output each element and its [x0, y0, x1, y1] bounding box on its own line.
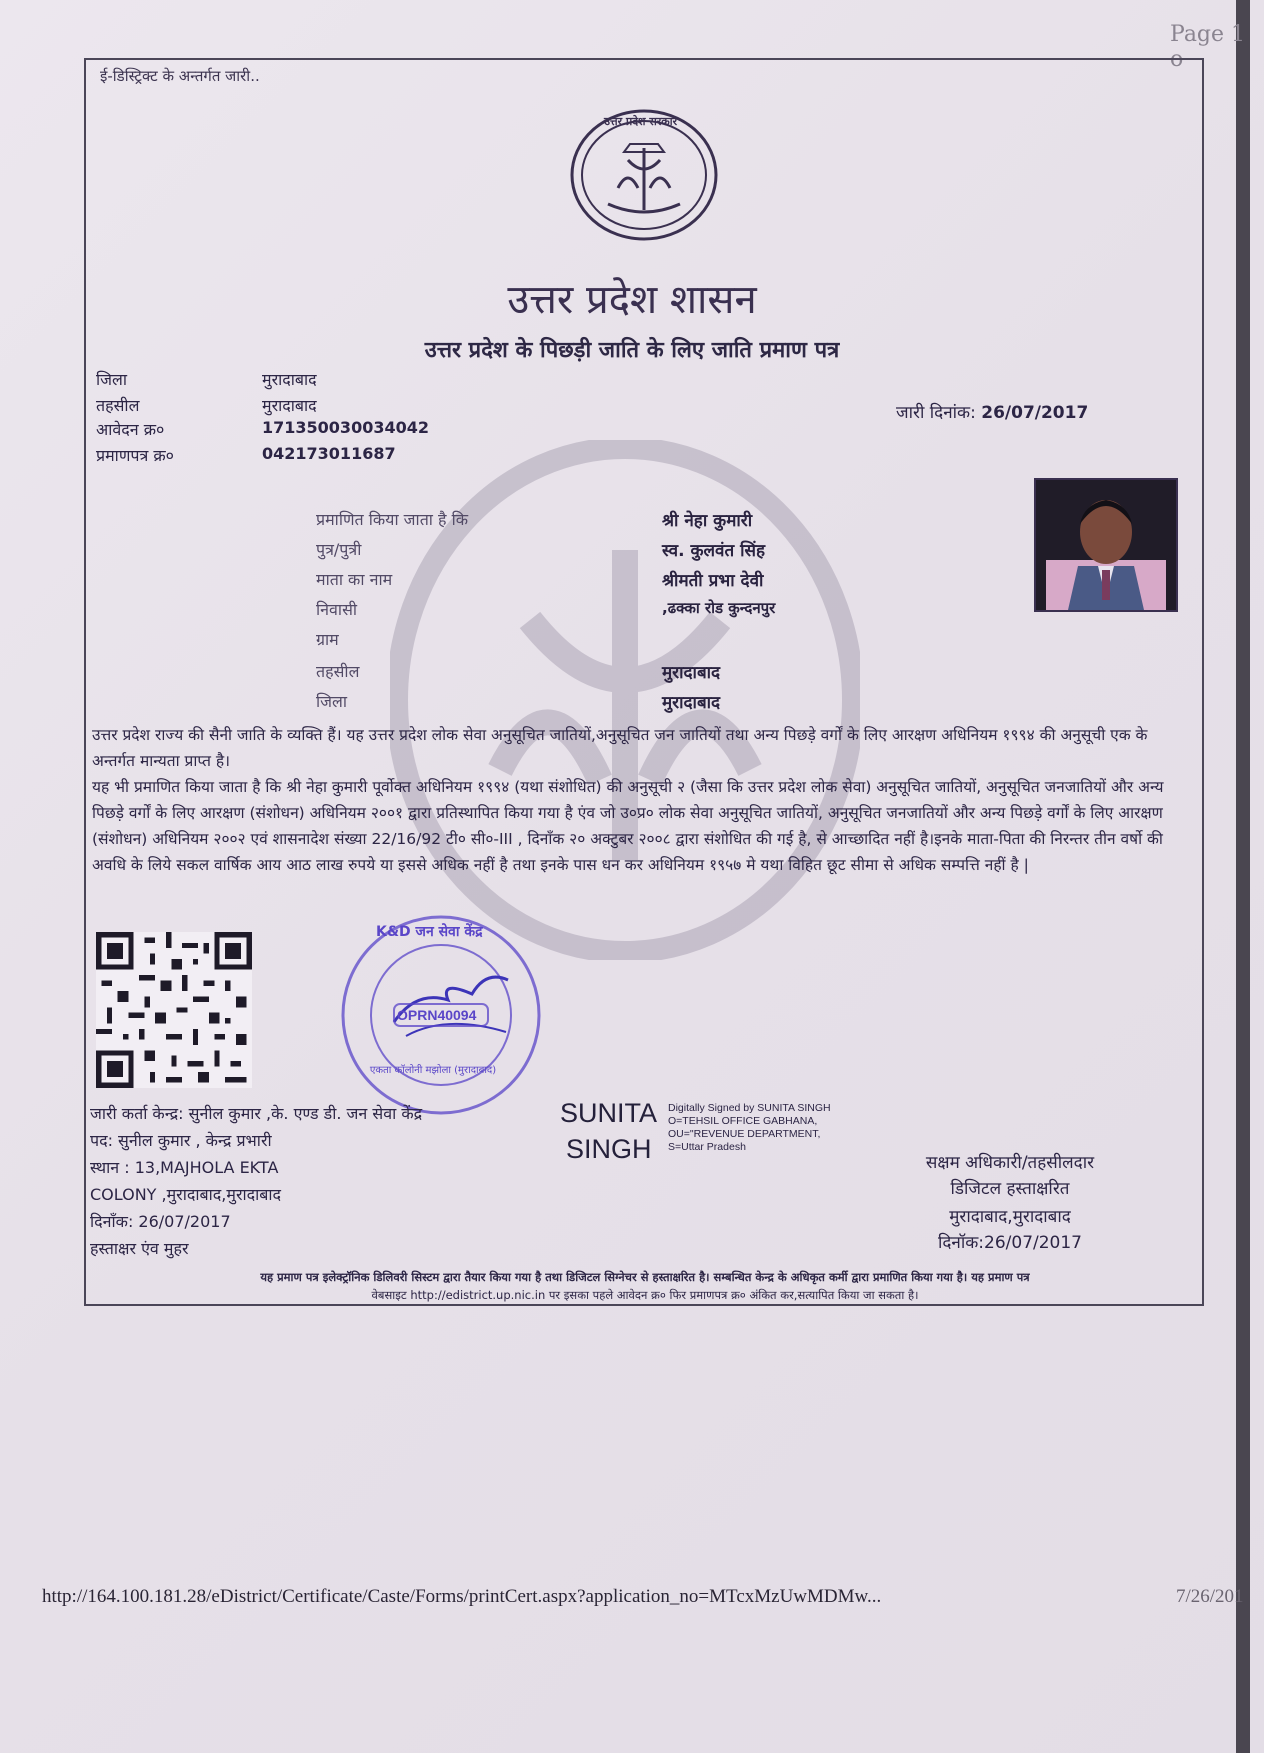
certificate-title: उत्तर प्रदेश के पिछड़ी जाति के लिए जाति प्रमाण पत्र — [424, 338, 840, 363]
emblem-text: उत्तर प्रदेश सरकार — [604, 115, 678, 128]
field-label-mother: माता का नाम — [316, 570, 393, 589]
meta-value-district: मुरादाबाद — [262, 370, 317, 389]
meta-value-certificate-no: 042173011687 — [262, 444, 396, 463]
certification-paragraph-1: उत्तर प्रदेश राज्य की सैनी जाति के व्यक्ति हैं। यह उत्तर प्रदेश लोक सेवा अनुसूचित जातियों,अनुसूचित जन जातियों तथा अन्य पिछड़े वर्गों के लिए आरक्षण अधिनियम १९९४ की अनुसूची एक के अन्तर्गत मान्यता प्राप्त है। — [92, 726, 1148, 770]
issuer-place: स्थान : 13,MAJHOLA EKTA — [90, 1158, 279, 1177]
field-value-name: श्री नेहा कुमारी — [662, 511, 753, 531]
issuer-date: दिनाँक: 26/07/2017 — [90, 1212, 231, 1231]
field-value-mother: श्रीमती प्रभा देवी — [662, 571, 764, 591]
field-label-son-daughter: पुत्र/पुत्री — [316, 540, 362, 559]
meta-value-application-no: 17135003003404​2 — [262, 418, 429, 437]
digital-signature-detail: Digitally Signed by SUNITA SINGH O=TEHSIL OFFICE GABHANA, OU="REVENUE DEPARTMENT, S=Uttar Pradesh — [668, 1102, 831, 1153]
meta-label-certificate-no: प्रमाणपत्र क्र० — [96, 446, 174, 465]
footer-note-line-2: वेबसाइट http://edistrict.up.nic.in पर इसका पहले आवेदन क्र० फिर प्रमाणपत्र क्र० अंकित कर,सत्यापित किया जा सकता है। — [371, 1288, 919, 1302]
officer-title: सक्षम अधिकारी/तहसीलदार — [925, 1153, 1095, 1173]
seal-text-bottom: एकता कॉलोनी मझोला (मुरादाबाद) — [369, 1065, 497, 1076]
issuer-place-2: COLONY ,मुरादाबाद,मुरादाबाद — [90, 1185, 282, 1204]
meta-label-tehsil: तहसील — [96, 396, 140, 415]
seal-code: OPRN40094 — [397, 1007, 477, 1023]
certification-paragraph-2: यह भी प्रमाणित किया जाता है कि श्री नेहा कुमारी पूर्वोक्त अधिनियम १९९४ (यथा संशोधित) की अनुसूची २ (जैसा कि उत्तर प्रदेश लोक सेवा) अनुसूचित जातियों, अनुसूचित जनजातियों और अन्य पिछड़े वर्गों के लिए आरक्षण (संशोधन) अधिनियम २००१ द्वारा प्रतिस्थापित किया गया है एंव जो उ०प्र० लोक सेवा अनुसूचित जातियों, अनुसूचित जनजातियों और अन्य पिछड़े वर्गों के लिए आरक्षण (संशोधन) अधिनियम २००२ एवं शासनादेश संख्या 22/16/92 टी० सी०-III , दिनाँक २० अक्टुबर २००८ द्वारा संशोधित की गई है, से आच्छादित नहीं है।इनके माता-पिता की निरन्तर तीन वर्षो की अवधि के लिये सकल वार्षिक आय आठ लाख रुपये या इससे अधिक नहीं है तथा इनके पास धन कर अधिनियम १९५७ मे यथा विहित छूट सीमा से अधिक सम्पत्ति नहीं है | — [92, 778, 1164, 874]
officer-digital-signed: डिजिटल हस्ताक्षरित — [950, 1179, 1070, 1199]
digital-signer-last-name: SINGH — [566, 1134, 652, 1164]
field-label-district: जिला — [316, 692, 348, 711]
meta-label-district: जिला — [96, 370, 128, 389]
meta-value-tehsil: मुरादाबाद — [262, 396, 317, 415]
print-url: http://164.100.181.28/eDistrict/Certificate/Caste/Forms/printCert.aspx?application_no=MTcxMzUwMDMw... — [42, 1586, 882, 1607]
scan-edge-shadow — [1236, 0, 1250, 1753]
field-value-father: स्व. कुलवंत सिंह — [662, 541, 766, 561]
seal-text-top: K&D जन सेवा केंद्र — [376, 924, 483, 940]
applicant-photo — [1034, 478, 1178, 612]
issuer-center: जारी कर्ता केन्द्र: सुनील कुमार ,के. एण्ड डी. जन सेवा केंद्र — [90, 1104, 423, 1123]
field-label-resident: निवासी — [316, 600, 358, 619]
issue-date-value: 26/07/2017 — [981, 403, 1089, 423]
digital-signer-first-name: SUNITA — [560, 1098, 658, 1128]
header-note: ई-डिस्ट्रिक्ट के अन्तर्गत जारी.. — [100, 67, 260, 85]
issuer-post: पद: सुनील कुमार , केन्द्र प्रभारी — [90, 1131, 272, 1150]
meta-label-application-no: आवेदन क्र० — [96, 420, 165, 439]
print-date: 7/26/201 — [1176, 1586, 1244, 1607]
qr-code-icon — [96, 932, 252, 1088]
government-title: उत्तर प्रदेश शासन — [507, 277, 757, 323]
issue-date-label: जारी दिनांक: — [896, 403, 976, 423]
field-value-resident: ,ढक्का रोड कुन्दनपुर — [662, 599, 776, 617]
person-photo-icon — [1036, 480, 1176, 610]
field-value-tehsil: मुरादाबाद — [662, 663, 721, 683]
field-label-village: ग्राम — [316, 630, 339, 649]
officer-date: दिनॉक:26/07/2017 — [937, 1233, 1083, 1253]
page-tab: Page 1 o — [1170, 22, 1246, 72]
issue-date — [896, 400, 1088, 423]
officer-location: मुरादाबाद,मुरादाबाद — [949, 1207, 1071, 1227]
field-label-tehsil: तहसील — [316, 662, 360, 681]
field-value-district: मुरादाबाद — [662, 693, 721, 713]
footer-note-line-1: यह प्रमाण पत्र इलेक्ट्रॉनिक डिलिवरी सिस्टम द्वारा तैयार किया गया है तथा डिजिटल सिग्नेचर से हस्ताक्षरित है। सम्बन्धित केन्द्र के अधिकृत कर्मी द्वारा प्रमाणित किया गया है। यह प्रमाण पत्र — [260, 1270, 1030, 1284]
field-label-certified: प्रमाणित किया जाता है कि — [316, 510, 469, 529]
issuer-signature-label: हस्ताक्षर एंव मुहर — [90, 1239, 189, 1258]
